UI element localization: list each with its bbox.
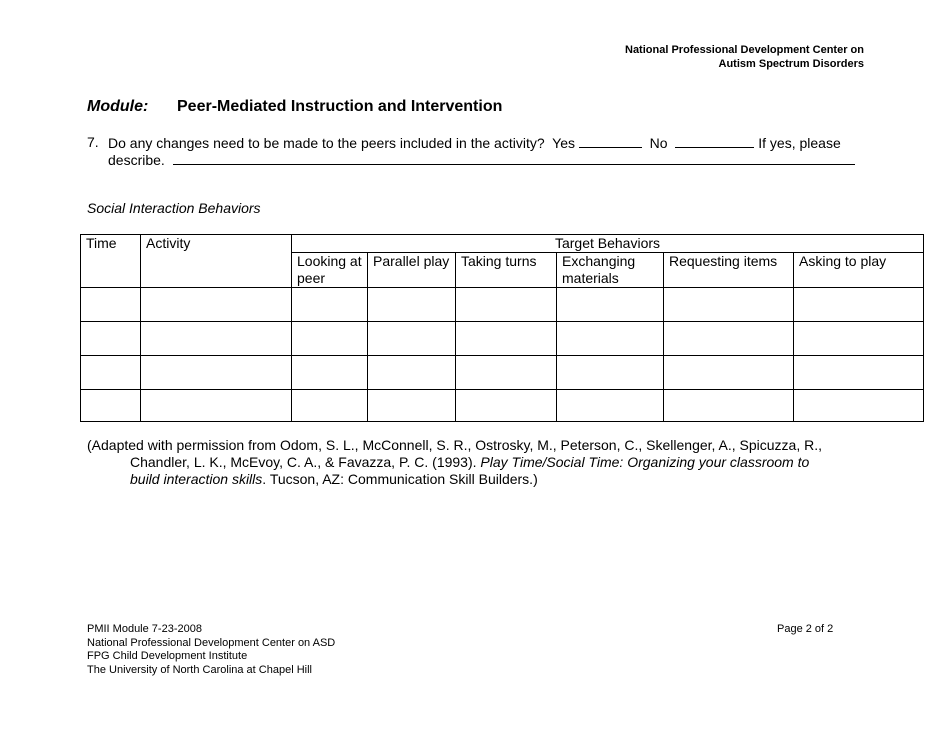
- describe-blank[interactable]: [173, 151, 855, 165]
- table-cell[interactable]: [557, 356, 664, 390]
- module-title: Peer-Mediated Instruction and Intervention: [177, 98, 503, 115]
- table-cell[interactable]: [664, 322, 794, 356]
- table-cell[interactable]: [368, 390, 456, 422]
- table-cell[interactable]: [81, 288, 141, 322]
- col-header-activity: Activity: [141, 235, 292, 288]
- yes-blank[interactable]: [579, 134, 642, 148]
- module-label: Module:: [87, 98, 149, 115]
- citation-title-part-1: Play Time/Social Time: Organizing your classroom to: [480, 454, 810, 470]
- table-row: [81, 356, 924, 390]
- no-blank[interactable]: [675, 134, 754, 148]
- table-cell[interactable]: [368, 288, 456, 322]
- table-cell[interactable]: [794, 288, 924, 322]
- table-row: [81, 390, 924, 422]
- table-cell[interactable]: [141, 356, 292, 390]
- footer-line-2: National Professional Development Center on ASD: [87, 636, 336, 649]
- section-title: Social Interaction Behaviors: [87, 200, 261, 216]
- table-cell[interactable]: [292, 356, 368, 390]
- footer: [87, 623, 335, 677]
- header-org-line-1: National Professional Development Center on: [625, 44, 864, 56]
- table-cell[interactable]: [456, 356, 557, 390]
- citation-publisher: . Tucson, AZ: Communication Skill Builders.): [262, 471, 538, 487]
- table-row: [81, 322, 924, 356]
- citation-line-2: [87, 454, 877, 471]
- citation-line-3: [87, 471, 877, 488]
- module-heading: [87, 98, 502, 116]
- question-number: 7.: [87, 134, 99, 150]
- table-cell[interactable]: [292, 390, 368, 422]
- table-cell[interactable]: [456, 322, 557, 356]
- col-header-requesting-items: Requesting items: [664, 253, 794, 288]
- table-cell[interactable]: [368, 322, 456, 356]
- describe-label: describe.: [108, 152, 165, 168]
- table-cell[interactable]: [368, 356, 456, 390]
- question-line-2: [108, 151, 855, 169]
- table-cell[interactable]: [141, 288, 292, 322]
- question-text: Do any changes need to be made to the peers included in the activity?: [108, 135, 545, 151]
- citation-authors: Chandler, L. K., McEvoy, C. A., & Favazza, P. C. (1993).: [130, 454, 481, 470]
- table-cell[interactable]: [664, 390, 794, 422]
- table-cell[interactable]: [557, 288, 664, 322]
- table-cell[interactable]: [664, 356, 794, 390]
- table-cell[interactable]: [81, 390, 141, 422]
- table-cell[interactable]: [81, 322, 141, 356]
- table-cell[interactable]: [557, 390, 664, 422]
- citation-title-part-2: build interaction skills: [130, 471, 263, 487]
- table-header-row: [81, 235, 924, 253]
- page-number: Page 2 of 2: [777, 623, 834, 635]
- table-cell[interactable]: [141, 390, 292, 422]
- col-header-asking-to-play: Asking to play: [794, 253, 924, 288]
- table-cell[interactable]: [557, 322, 664, 356]
- table-cell[interactable]: [81, 356, 141, 390]
- col-header-looking-at-peer: Looking at peer: [292, 253, 368, 288]
- col-header-taking-turns: Taking turns: [456, 253, 557, 288]
- header-org-line-2: Autism Spectrum Disorders: [718, 58, 864, 70]
- target-behaviors-header: Target Behaviors: [292, 235, 924, 253]
- footer-line-1: PMII Module 7-23-2008: [87, 623, 202, 635]
- no-label: No: [649, 135, 668, 151]
- table-cell[interactable]: [794, 356, 924, 390]
- table-cell[interactable]: [456, 390, 557, 422]
- col-header-exchanging-materials: Exchanging materials: [557, 253, 664, 288]
- table-cell[interactable]: [292, 288, 368, 322]
- col-header-parallel-play: Parallel play: [368, 253, 456, 288]
- citation: [87, 437, 877, 488]
- table-cell[interactable]: [292, 322, 368, 356]
- table-cell[interactable]: [794, 322, 924, 356]
- footer-line-4: The University of North Carolina at Chapel Hill: [87, 663, 312, 676]
- col-header-time: Time: [81, 235, 141, 288]
- question-line-1: [108, 134, 841, 152]
- table-row: [81, 288, 924, 322]
- yes-label: Yes: [552, 135, 575, 151]
- behavior-table: [80, 234, 924, 422]
- if-yes-text: If yes, please: [758, 135, 841, 151]
- document-header: [625, 43, 864, 71]
- citation-line-1: (Adapted with permission from Odom, S. L., McConnell, S. R., Ostrosky, M., Peterson, C., Skellenger, A., Spicuzza, R.,: [87, 437, 823, 453]
- table-cell[interactable]: [664, 288, 794, 322]
- footer-line-3: FPG Child Development Institute: [87, 650, 248, 662]
- table-cell[interactable]: [794, 390, 924, 422]
- table-cell[interactable]: [141, 322, 292, 356]
- table-cell[interactable]: [456, 288, 557, 322]
